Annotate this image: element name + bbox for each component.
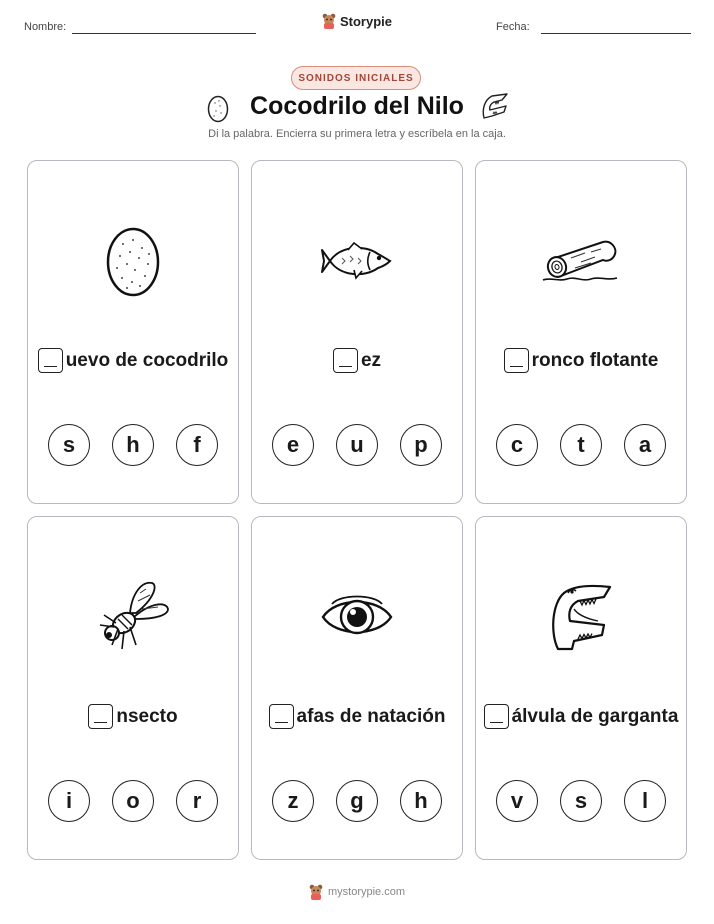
word-text: afas de natación — [296, 705, 446, 727]
crocodile-mouth-icon — [548, 581, 614, 653]
letter-choice[interactable]: u — [336, 424, 378, 466]
letter-choice[interactable]: e — [272, 424, 314, 466]
letter-choice[interactable]: l — [624, 780, 666, 822]
word-text: ez — [360, 349, 382, 371]
word-card — [27, 516, 239, 860]
letter-choice[interactable]: c — [496, 424, 538, 466]
letter-choice[interactable]: g — [336, 780, 378, 822]
word-card — [475, 160, 687, 504]
name-line[interactable] — [72, 33, 256, 34]
letter-choice[interactable]: t — [560, 424, 602, 466]
bear-icon — [322, 13, 336, 29]
instructions: Di la palabra. Encierra su primera letra y escríbela en la caja. — [208, 128, 506, 140]
letter-choice[interactable]: a — [624, 424, 666, 466]
log-icon — [541, 236, 621, 286]
letter-choice[interactable]: r — [176, 780, 218, 822]
page-title: Cocodrilo del Nilo — [250, 92, 464, 120]
fly-icon — [96, 579, 170, 655]
answer-box[interactable] — [38, 348, 63, 373]
word-card — [251, 516, 463, 860]
word-card — [475, 516, 687, 860]
letter-choice[interactable]: i — [48, 780, 90, 822]
letter-choice[interactable]: z — [272, 780, 314, 822]
brand-logo — [0, 13, 714, 29]
crocodile-mouth-icon — [480, 92, 510, 122]
name-label: Nombre: — [24, 21, 67, 33]
letter-choice[interactable]: o — [112, 780, 154, 822]
letter-choice[interactable]: f — [176, 424, 218, 466]
letter-choice[interactable]: s — [560, 780, 602, 822]
word-text: nsecto — [116, 705, 178, 727]
brand-name: Storypie — [339, 13, 392, 29]
answer-box[interactable] — [88, 704, 113, 729]
fish-icon — [320, 240, 394, 282]
answer-box[interactable] — [504, 348, 529, 373]
letter-choice[interactable]: p — [400, 424, 442, 466]
answer-box[interactable] — [333, 348, 358, 373]
eye-icon — [320, 591, 394, 643]
letter-choice[interactable]: s — [48, 424, 90, 466]
topic-tag: SONIDOS INICIALES — [291, 66, 421, 90]
egg-icon — [103, 224, 163, 298]
date-label: Fecha: — [496, 21, 530, 33]
answer-box[interactable] — [484, 704, 509, 729]
answer-box[interactable] — [269, 704, 294, 729]
word-card — [251, 160, 463, 504]
date-line[interactable] — [541, 33, 691, 34]
letter-choice[interactable]: h — [400, 780, 442, 822]
word-text: uevo de cocodrilo — [65, 349, 229, 371]
word-text: ronco flotante — [531, 349, 659, 371]
letter-choice[interactable]: h — [112, 424, 154, 466]
bear-icon — [309, 884, 323, 900]
letter-choice[interactable]: v — [496, 780, 538, 822]
word-text: álvula de garganta — [511, 705, 679, 727]
word-card — [27, 160, 239, 504]
footer-url[interactable]: mystorypie.com — [327, 886, 406, 898]
footer — [0, 884, 714, 900]
